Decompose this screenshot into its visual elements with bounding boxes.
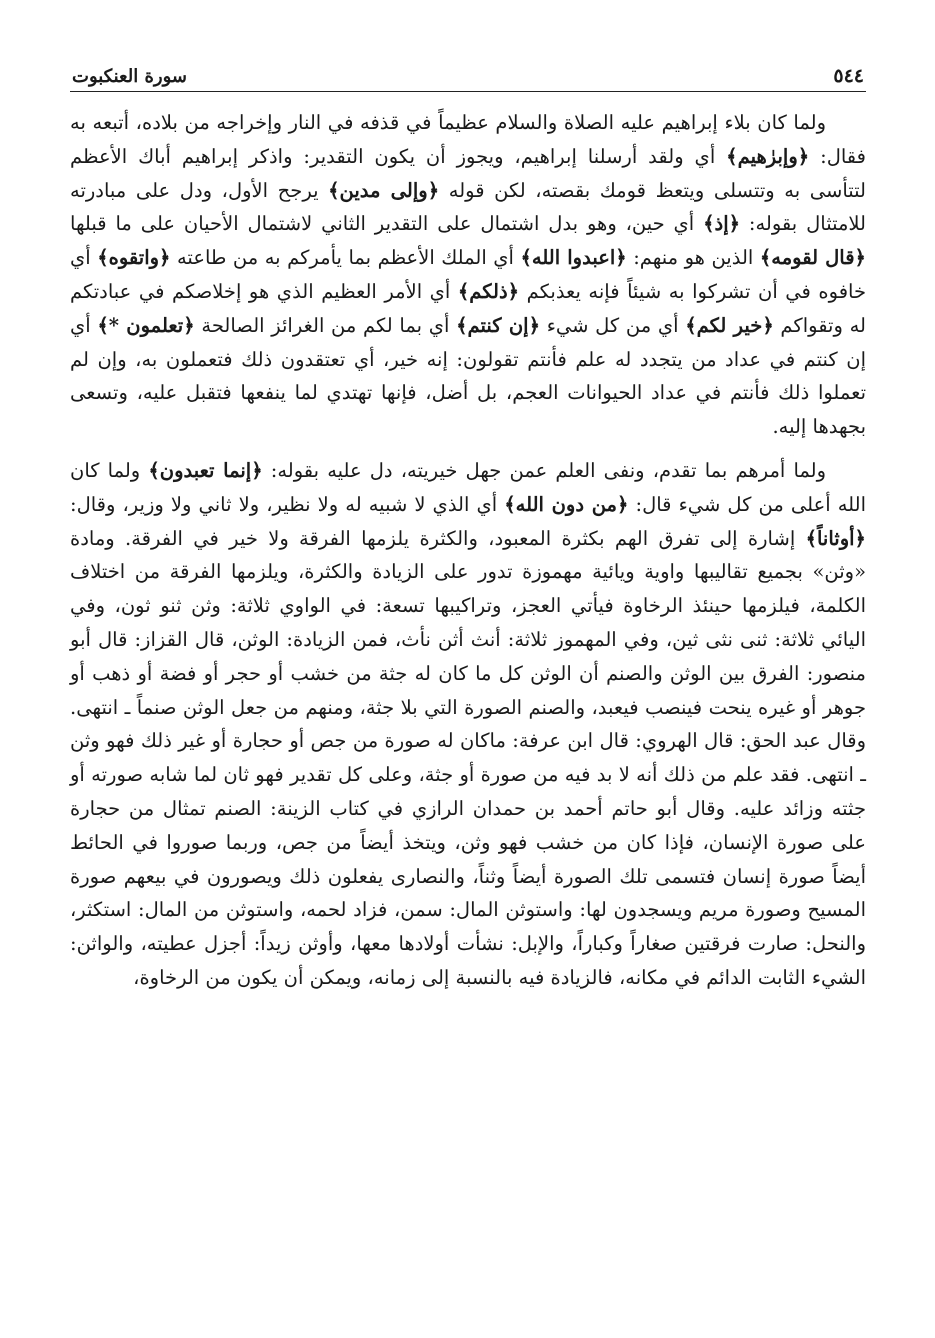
text-run: أي خافوه في أن تشركوا به شيئاً فإنه يعذبكم xyxy=(70,246,867,303)
surah-title: سورة العنكبوت xyxy=(72,66,187,87)
quran-quote: ﴿ذلكم﴾ xyxy=(457,279,520,303)
paragraph-1 xyxy=(70,106,866,444)
text-run: أي حين، وهو بدل اشتمال على التقدير الثاني لاشتمال الأحيان على ما قبلها xyxy=(70,212,704,236)
text-run: ولما أمرهم بما تقدم، ونفى العلم عمن جهل خيريته، دل عليه بقوله: xyxy=(262,458,827,482)
page-number: ٥٤٤ xyxy=(833,65,864,87)
page-header xyxy=(70,58,866,92)
quran-quote: ﴿من دون الله﴾ xyxy=(504,492,629,516)
quran-quote: ﴿وإبرٰهيم﴾ xyxy=(726,144,810,168)
text-run: يرجح الأول، ودل على مبادرته للامتثال بقوله: xyxy=(70,178,866,236)
paragraph-2 xyxy=(70,454,866,995)
text-run: ولما كان الله أعلى من كل شيء قال: xyxy=(70,458,866,516)
quran-quote: ﴿إذ﴾ xyxy=(703,212,741,236)
text-run: أي الأمر العظيم الذي هو إخلاصكم في عبادتكم له وتقواكم xyxy=(70,279,866,337)
text-run: أي الذي لا شبيه له ولا نظير، ولا ثاني ولا وزير، وقال: xyxy=(70,492,505,516)
quran-quote: ﴿إن كنتم﴾ xyxy=(456,313,541,337)
text-run: الذين هو منهم: xyxy=(626,246,760,270)
text-run: أي الملك الأعظم بما يأمركم به من طاعته xyxy=(170,246,521,270)
quran-quote: ﴿خير لكم﴾ xyxy=(685,313,774,337)
text-run: إشارة إلى تفرق الهم بكثرة المعبود، والكثرة يلزمها الفرقة ولا خير في الفرقة. ومادة «وثن» بجميع تقاليبها واوية ويائية مهموزة تدور على الزيادة والكثرة، ويلزمها الفرقة من اختلاف الكلمة، فيلزمها حينئذ الرخاوة فيأتي العجز، وتراكيبها تسعة: في الواوي ثلاثة: وثن ثنو ثون، وفي اليائي ثلاثة: ثنى نثى ثين، وفي المهموز ثلاثة: أنث أثن نأث، فمن الزيادة: الوثن، قال القزاز: قال أبو منصور: الفرق بين الوثن والصنم أن الوثن كل ما كان له جثة من خشب أو حجر أو فضة أو ذهب أو جوهر أو غيره ينحت فينصب فيعبد، والصنم الصورة التي بلا جثة، ومنهم من جعل الوثن صنماً ـ انتهى. وقال عبد الحق: قال الهروي: قال ابن عرفة: ماكان له صورة من جص أو حجارة أو غير ذلك فهو وثن ـ انتهى. فقد علم من ذلك أنه لا بد فيه من صورة أو جثة، وعلى كل تقدير فهو ثان لما شابه صورته أو جثته وزائد عليه. وقال أبو حاتم أحمد بن حمدان الرازي في كتاب الزينة: الصنم تمثال من حجارة على صورة الإنسان، فإذا كان من خشب فهو وثن، ويتخذ أيضاً من جص، وربما صوروا في الحائط أيضاً صورة إنسان فتسمى تلك الصورة أيضاً وثناً، والنصارى يفعلون ذلك ويصورون في بيعهم صورة المسيح وصورة مريم ويسجدون لها: واستوثن المال: سمن، فزاد لحمه، واستوثن من المال: استكثر، والنحل: صارت فرقتين صغاراً وكباراً، والإبل: نشأت أولادها معها، وأوثن زيداً: أجزل عطيته، والواثن: الشيء الثابت الدائم في مكانه، فالزيادة فيه بالنسبة إلى زمانه، ويمكن أن يكون من الرخاوة، xyxy=(70,526,866,989)
quran-quote: ﴿تعلمون *﴾ xyxy=(97,313,195,337)
quran-quote: ﴿قال لقومه﴾ xyxy=(759,246,866,270)
quran-quote: ﴿وإلى مدين﴾ xyxy=(328,178,440,202)
quran-quote: ﴿اعبدوا الله﴾ xyxy=(520,246,627,270)
text-run: أي ولقد أرسلنا إبراهيم، ويجوز أن يكون التقدير: واذكر إبراهيم أباك الأعظم لتتأسى به وتتسلى ويتعظ قومك بقصته، لكن قوله xyxy=(70,144,866,202)
text-run: ولما كان بلاء إبراهيم عليه الصلاة والسلام عظيماً في قذفه في النار وإخراجه من بلاده، أتبعه به فقال: xyxy=(70,111,866,168)
text-run: أي بما لكم من الغرائز الصالحة xyxy=(194,313,457,337)
page-body xyxy=(70,106,866,995)
quran-quote: ﴿أوثاناً﴾ xyxy=(805,526,866,550)
document-page xyxy=(70,58,866,995)
text-run: أي إن كنتم في عداد من يتجدد له علم فأنتم تقولون: إنه خير، أي تعتقدون ذلك فتعملون به، وإن لم تعملوا ذلك فأنتم في عداد الحيوانات العجم، بل أضل، فإنها تهتدي لما ينفعها فتقبل عليه، وتسعى بجهدها إليه. xyxy=(70,313,866,439)
text-run: أي من كل شيء xyxy=(540,313,686,337)
quran-quote: ﴿إنما تعبدون﴾ xyxy=(148,458,263,482)
quran-quote: ﴿واتقوه﴾ xyxy=(97,246,171,270)
